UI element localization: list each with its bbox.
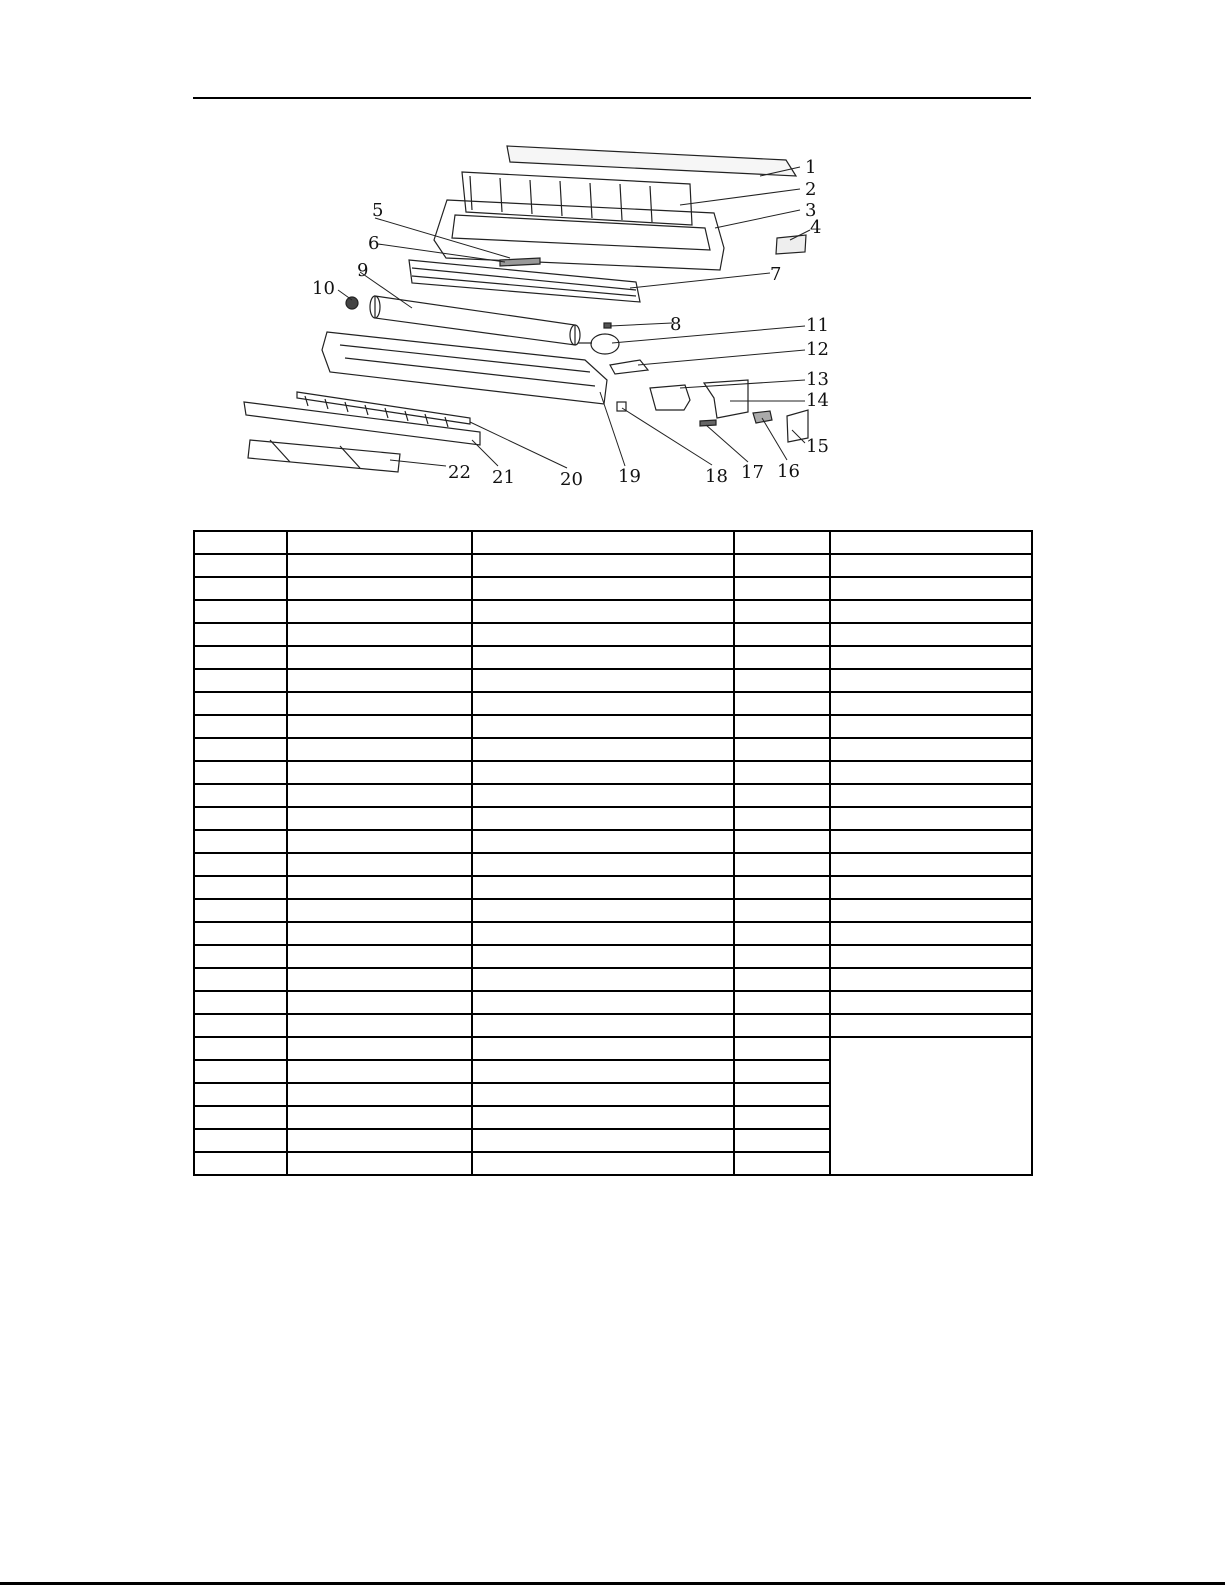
table-cell <box>734 853 830 876</box>
table-cell <box>287 577 472 600</box>
table-cell <box>734 830 830 853</box>
table-cell <box>472 600 734 623</box>
table-cell <box>194 1152 287 1175</box>
table-row <box>194 784 1032 807</box>
table-row <box>194 991 1032 1014</box>
table-cell <box>287 623 472 646</box>
table-cell <box>472 899 734 922</box>
table-cell <box>472 784 734 807</box>
parts-table <box>193 530 1033 1176</box>
table-cell <box>734 899 830 922</box>
table-cell <box>287 531 472 554</box>
table-cell <box>734 1129 830 1152</box>
table-cell <box>194 784 287 807</box>
table-cell <box>287 646 472 669</box>
table-cell <box>472 1129 734 1152</box>
table-cell <box>830 876 1032 899</box>
table-row <box>194 876 1032 899</box>
callout-17: 17 <box>741 462 764 483</box>
table-cell <box>830 1037 1032 1175</box>
table-cell <box>472 945 734 968</box>
table-row <box>194 738 1032 761</box>
table-row <box>194 761 1032 784</box>
table-cell <box>194 1106 287 1129</box>
table-cell <box>830 991 1032 1014</box>
table-row <box>194 669 1032 692</box>
table-cell <box>734 968 830 991</box>
table-cell <box>472 715 734 738</box>
callout-21: 21 <box>492 467 515 488</box>
table-cell <box>287 1106 472 1129</box>
table-cell <box>830 853 1032 876</box>
table-cell <box>194 830 287 853</box>
callout-14: 14 <box>806 390 829 411</box>
table-cell <box>734 669 830 692</box>
table-cell <box>287 922 472 945</box>
table-cell <box>287 830 472 853</box>
table-cell <box>472 922 734 945</box>
table-cell <box>830 899 1032 922</box>
table-cell <box>734 876 830 899</box>
table-cell <box>472 968 734 991</box>
table-cell <box>287 1037 472 1060</box>
table-cell <box>194 1014 287 1037</box>
table-cell <box>734 1106 830 1129</box>
table-row <box>194 577 1032 600</box>
table-cell <box>830 922 1032 945</box>
table-cell <box>734 531 830 554</box>
exploded-view-diagram <box>0 0 1225 520</box>
table-row <box>194 853 1032 876</box>
table-cell <box>734 623 830 646</box>
table-row <box>194 968 1032 991</box>
table-cell <box>472 577 734 600</box>
table-cell <box>472 1014 734 1037</box>
callout-16: 16 <box>777 461 800 482</box>
table-cell <box>287 784 472 807</box>
callout-1: 1 <box>805 157 817 178</box>
callout-22: 22 <box>448 462 471 483</box>
table-cell <box>287 738 472 761</box>
table-row <box>194 945 1032 968</box>
table-cell <box>734 715 830 738</box>
table-row <box>194 554 1032 577</box>
table-cell <box>734 1037 830 1060</box>
table-cell <box>830 945 1032 968</box>
table-cell <box>472 692 734 715</box>
callout-7: 7 <box>770 264 782 285</box>
table-row <box>194 1014 1032 1037</box>
callout-12: 12 <box>806 339 829 360</box>
table-cell <box>734 807 830 830</box>
table-cell <box>194 761 287 784</box>
table-cell <box>472 554 734 577</box>
table-row <box>194 531 1032 554</box>
table-cell <box>194 991 287 1014</box>
callout-19: 19 <box>618 466 641 487</box>
table-cell <box>734 1083 830 1106</box>
table-cell <box>830 784 1032 807</box>
table-cell <box>472 1106 734 1129</box>
table-cell <box>472 991 734 1014</box>
exploded-view-drawing <box>0 0 1225 520</box>
table-cell <box>194 853 287 876</box>
callout-15: 15 <box>806 436 829 457</box>
table-cell <box>472 1060 734 1083</box>
table-cell <box>830 531 1032 554</box>
table-cell <box>734 991 830 1014</box>
table-cell <box>472 853 734 876</box>
callout-6: 6 <box>368 233 380 254</box>
table-cell <box>194 945 287 968</box>
table-cell <box>194 554 287 577</box>
table-cell <box>830 646 1032 669</box>
table-cell <box>287 853 472 876</box>
table-cell <box>830 761 1032 784</box>
table-row <box>194 715 1032 738</box>
table-cell <box>194 531 287 554</box>
table-cell <box>287 968 472 991</box>
callout-18: 18 <box>705 466 728 487</box>
callout-5: 5 <box>372 200 384 221</box>
table-cell <box>287 600 472 623</box>
table-cell <box>287 1152 472 1175</box>
table-cell <box>830 577 1032 600</box>
callout-3: 3 <box>805 200 817 221</box>
table-cell <box>287 761 472 784</box>
table-cell <box>287 1083 472 1106</box>
table-cell <box>472 876 734 899</box>
table-cell <box>734 761 830 784</box>
table-cell <box>472 807 734 830</box>
table-cell <box>734 1014 830 1037</box>
table-cell <box>194 1129 287 1152</box>
table-cell <box>194 807 287 830</box>
table-cell <box>472 1037 734 1060</box>
table-cell <box>287 876 472 899</box>
table-cell <box>734 945 830 968</box>
table-cell <box>830 623 1032 646</box>
table-row <box>194 623 1032 646</box>
table-cell <box>194 1060 287 1083</box>
callout-10: 10 <box>312 278 335 299</box>
table-cell <box>287 669 472 692</box>
table-row <box>194 646 1032 669</box>
table-cell <box>734 1060 830 1083</box>
table-cell <box>472 830 734 853</box>
table-cell <box>472 761 734 784</box>
callout-4: 4 <box>810 217 822 238</box>
table-cell <box>287 899 472 922</box>
table-row <box>194 807 1032 830</box>
callout-20: 20 <box>560 469 583 490</box>
table-cell <box>194 738 287 761</box>
table-cell <box>287 715 472 738</box>
table-row <box>194 1037 1032 1060</box>
table-cell <box>472 1152 734 1175</box>
table-cell <box>734 784 830 807</box>
table-cell <box>734 646 830 669</box>
table-cell <box>472 669 734 692</box>
table-cell <box>830 692 1032 715</box>
table-cell <box>830 600 1032 623</box>
table-cell <box>734 738 830 761</box>
table-cell <box>734 692 830 715</box>
table-cell <box>830 738 1032 761</box>
table-cell <box>194 922 287 945</box>
parts-table-body <box>194 531 1032 1175</box>
table-cell <box>472 738 734 761</box>
table-cell <box>194 1037 287 1060</box>
table-cell <box>194 715 287 738</box>
callout-11: 11 <box>806 315 829 336</box>
table-cell <box>734 554 830 577</box>
table-cell <box>194 692 287 715</box>
table-cell <box>194 899 287 922</box>
table-row <box>194 922 1032 945</box>
table-cell <box>734 922 830 945</box>
table-cell <box>194 1083 287 1106</box>
table-cell <box>472 531 734 554</box>
table-cell <box>830 968 1032 991</box>
table-cell <box>194 600 287 623</box>
table-cell <box>830 830 1032 853</box>
table-cell <box>472 1083 734 1106</box>
table-cell <box>287 1129 472 1152</box>
table-cell <box>194 876 287 899</box>
table-cell <box>287 1014 472 1037</box>
callout-9: 9 <box>357 260 369 281</box>
table-cell <box>830 807 1032 830</box>
table-cell <box>287 945 472 968</box>
callout-8: 8 <box>670 314 682 335</box>
table-cell <box>472 623 734 646</box>
callout-13: 13 <box>806 369 829 390</box>
table-cell <box>734 600 830 623</box>
table-cell <box>287 807 472 830</box>
table-cell <box>734 1152 830 1175</box>
callout-2: 2 <box>805 179 817 200</box>
table-cell <box>287 1060 472 1083</box>
table-cell <box>287 991 472 1014</box>
table-row <box>194 692 1032 715</box>
table-cell <box>830 669 1032 692</box>
table-cell <box>472 646 734 669</box>
table-cell <box>287 554 472 577</box>
table-cell <box>194 669 287 692</box>
table-row <box>194 830 1032 853</box>
table-cell <box>194 646 287 669</box>
table-cell <box>194 577 287 600</box>
table-row <box>194 899 1032 922</box>
table-cell <box>194 968 287 991</box>
table-cell <box>287 692 472 715</box>
table-cell <box>830 554 1032 577</box>
table-cell <box>194 623 287 646</box>
table-row <box>194 600 1032 623</box>
table-cell <box>830 1014 1032 1037</box>
table-cell <box>830 715 1032 738</box>
table-cell <box>734 577 830 600</box>
